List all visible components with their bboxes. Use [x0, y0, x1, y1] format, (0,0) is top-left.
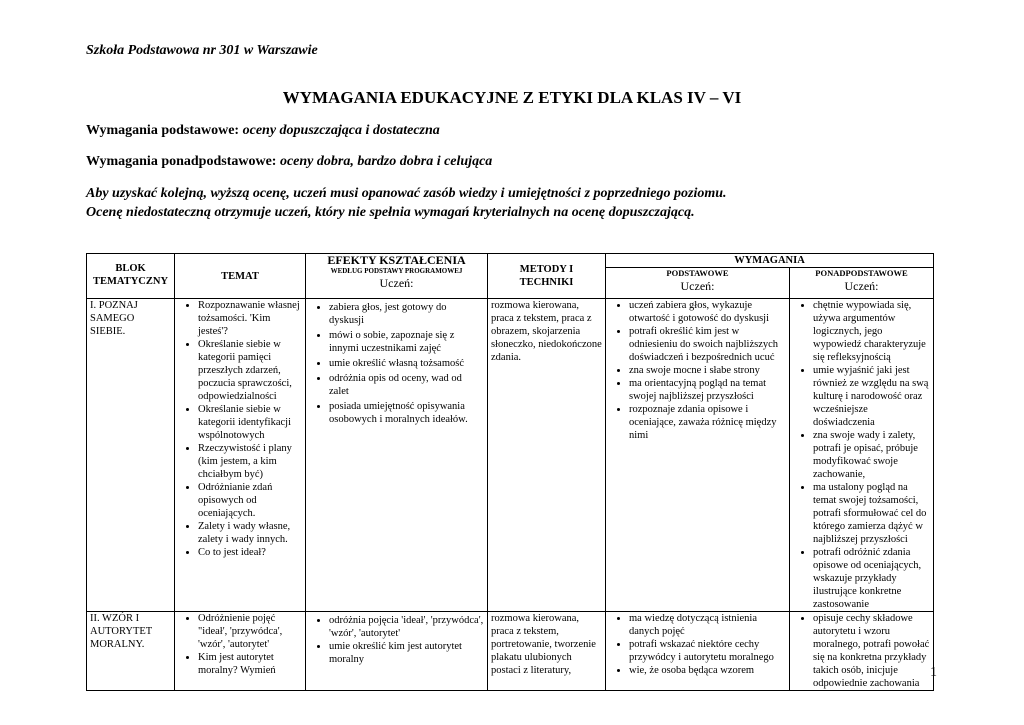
list-item: • odróżnia pojęcia 'ideał', 'przywódca', 'wzór', 'autorytet' — [329, 614, 484, 640]
extended-requirements — [86, 154, 492, 170]
list-item: • potrafi wskazać niektóre cechy przywódcy i autorytetu moralnego — [629, 638, 786, 664]
header-temat: TEMAT — [175, 254, 306, 299]
list-item: • posiada umiejętność opisywania osobowych i moralnych ideałów. — [329, 400, 484, 426]
note-line-1: Aby uzyskać kolejną, wyższą ocenę, uczeń musi opanować zasób wiedzy i umiejętności z poprzedniego poziomu. — [86, 186, 727, 201]
list-item: • Kim jest autorytet moralny? Wymień — [198, 651, 302, 677]
row1-blok-line: I. POZNAJ — [90, 300, 138, 311]
list-item: • umie określić własną tożsamość — [329, 357, 484, 370]
header-podstawowe-label: PODSTAWOWE — [666, 268, 729, 278]
list-item: • ma wiedzę dotyczącą istnienia danych pojęć — [629, 612, 786, 638]
list-item: • Rozpoznawanie własnej tożsamości. 'Kim jesteś'? — [198, 299, 302, 338]
list-item: • ma ustalony pogląd na temat swojej tożsamości, potrafi sformułować cel do którego zamierza dążyć w najbliższej przyszłości — [813, 481, 930, 546]
list-item: • Określanie siebie w kategorii pamięci przeszłych zdarzeń, poczucia sprawczości, odpowiedzialności — [198, 338, 302, 403]
list-item: • Odróżnienie pojęć "ideał', 'przywódca', 'wzór', 'autorytet' — [198, 612, 302, 651]
row1-ponad — [790, 299, 934, 612]
list-item: • mówi o sobie, zapoznaje się z innymi uczestnikami zajęć — [329, 329, 484, 355]
row2-podstawowe — [606, 612, 790, 691]
header-efekty-title: EFEKTY KSZTAŁCENIA — [327, 253, 466, 267]
list-item: • Rzeczywistość i plany (kim jestem, a kim chciałbym być) — [198, 442, 302, 481]
list-item: • zna swoje wady i zalety, potrafi je opisać, próbuje modyfikować swoje zachowanie, — [813, 429, 930, 481]
header-wymagania: WYMAGANIA — [606, 254, 934, 268]
list-item: • potrafi określić kim jest w odniesieniu do swoich najbliższych doświadczeń i bezpośrednich ucuć — [629, 325, 786, 364]
row2-temat — [175, 612, 306, 691]
row1-efekty — [306, 299, 488, 612]
basic-requirements — [86, 123, 440, 139]
page-number: 1 — [930, 665, 937, 680]
row2-blok-line: AUTORYTET — [90, 626, 153, 637]
header-podstawowe — [606, 268, 790, 299]
header-blok-line1: BLOK — [115, 263, 146, 274]
header-efekty-uczen: Uczeń: — [379, 276, 414, 290]
row1-podstawowe — [606, 299, 790, 612]
row2-blok-line: MORALNY. — [90, 639, 145, 650]
list-item: • chętnie wypowiada się, używa argumentów logicznych, jego wypowiedź charakteryzuje się refleksyjnością — [813, 299, 930, 364]
list-item: • opisuje cechy składowe autorytetu i wzoru moralnego, potrafi powołać się na konkretna przykłady takich osób, inicjuje odpowiednie zachowania — [813, 612, 930, 690]
basic-requirements-value: oceny dopuszczająca i dostateczna — [242, 123, 440, 138]
row1-blok-line: SIEBIE. — [90, 326, 126, 337]
extended-requirements-value: oceny dobra, bardzo dobra i celująca — [279, 154, 493, 169]
list-item: • zna swoje mocne i słabe strony — [629, 364, 786, 377]
list-item: • odróżnia opis od oceny, wad od zalet — [329, 372, 484, 398]
table-row — [87, 612, 934, 691]
row2-ponad — [790, 612, 934, 691]
header-metody-line2: TECHNIKI — [519, 277, 574, 288]
header-metody — [488, 254, 606, 299]
list-item: • zabiera głos, jest gotowy do dyskusji — [329, 301, 484, 327]
school-name: Szkoła Podstawowa nr 301 w Warszawie — [86, 43, 318, 58]
table-row — [87, 299, 934, 612]
header-ponad — [790, 268, 934, 299]
list-item: • uczeń zabiera głos, wykazuje otwartość i gotowość do dyskusji — [629, 299, 786, 325]
list-item: • rozpoznaje zdania opisowe i oceniające, zaważa różnicę między nimi — [629, 403, 786, 442]
header-row-1 — [87, 254, 934, 268]
list-item: • umie określić kim jest autorytet moralny — [329, 640, 484, 666]
header-podstawowe-uczen: Uczeń: — [680, 279, 715, 293]
list-item: • Odróżnianie zdań opisowych od oceniających. — [198, 481, 302, 520]
requirements-table — [86, 253, 934, 691]
header-blok — [87, 254, 175, 299]
list-item: • Określanie siebie w kategorii identyfikacji wspólnotowych — [198, 403, 302, 442]
row2-blok — [87, 612, 175, 691]
header-blok-line2: TEMATYCZNY — [92, 276, 169, 287]
header-metody-line1: METODY I — [519, 264, 574, 275]
list-item: • Zalety i wady własne, zalety i wady innych. — [198, 520, 302, 546]
list-item: • wie, że osoba będąca wzorem — [629, 664, 786, 677]
row1-blok-line: SAMEGO — [90, 313, 135, 324]
list-item: • umie wyjaśnić jaki jest również ze względu na swą kulturę i narodowość oraz wcześniejsze doświadczenia — [813, 364, 930, 429]
row1-temat — [175, 299, 306, 612]
basic-requirements-label: Wymagania podstawowe: — [86, 123, 240, 138]
row1-blok — [87, 299, 175, 612]
header-efekty-subtitle: WEDŁUG PODSTAWY PROGRAMOWEJ — [330, 267, 463, 275]
extended-requirements-label: Wymagania ponadpodstawowe: — [86, 154, 277, 169]
list-item: • potrafi odróżnić zdania opisowe od oceniających, wskazuje przykłady ilustrujące konkretne zastosowanie — [813, 546, 930, 611]
page-title: WYMAGANIA EDUKACYJNE Z ETYKI DLA KLAS IV – VI — [282, 88, 742, 107]
list-item: • Co to jest ideał? — [198, 546, 302, 559]
row2-efekty — [306, 612, 488, 691]
row2-blok-line: II. WZÓR I — [90, 613, 140, 624]
header-ponad-label: PONADPODSTAWOWE — [815, 268, 908, 278]
row1-metody: rozmowa kierowana, praca z tekstem, praca z obrazem, skojarzenia słoneczko, niedokończone zdania. — [488, 299, 606, 612]
note-line-2: Ocenę niedostateczną otrzymuje uczeń, który nie spełnia wymagań kryterialnych na ocenę dopuszczającą. — [86, 205, 695, 220]
list-item: • ma orientacyjną pogląd na temat swojej najbliższej przyszłości — [629, 377, 786, 403]
row2-metody: rozmowa kierowana, praca z tekstem, portretowanie, tworzenie plakatu ulubionych postaci z literatury, — [488, 612, 606, 691]
header-efekty — [306, 254, 488, 299]
header-ponad-uczen: Uczeń: — [844, 279, 879, 293]
